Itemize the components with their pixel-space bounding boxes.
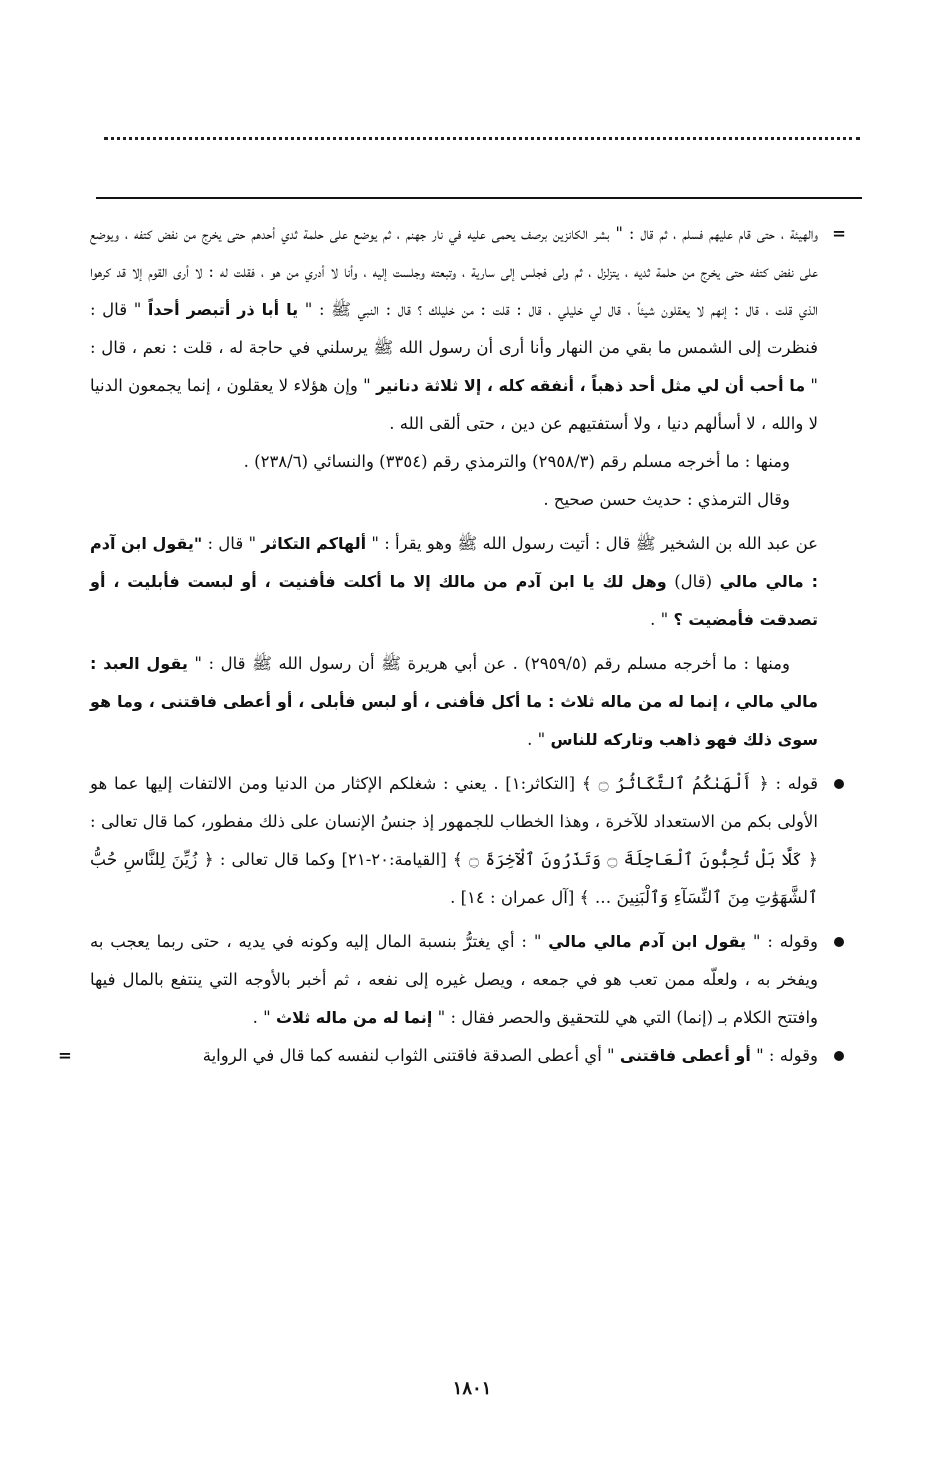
page-number: ١٨٠١	[452, 1378, 492, 1399]
text-segment: " : أي يغترُّ بنسبة المال إليه وكونه في يديه ، حتى ربما يعجب به ويفخر به ، ولعلّه ممن تعب هو في جمعه ، ويصل غيره إلى نفعه ، ثم أخبر بالأوجه التي ينتفع بالمال فيها وافتتح الكلام بـ (إنما) التي هي للتحقيق والحصر فقال : "	[90, 932, 818, 1027]
bullet-icon	[834, 779, 844, 789]
bold-quran-title: ألهاكم التكاثر	[261, 534, 367, 553]
bold-hadith-text: أو أعطى فاقتنى	[619, 1046, 751, 1065]
bold-hadith-text: يا أبا ذر أتبصر أحداً	[147, 300, 299, 319]
text-segment: وقوله : "	[752, 932, 818, 951]
text-segment: " وإن هؤلاء لا يعقلون ، إنما يجمعون الدنيا لا والله ، لا أسألهم دنيا ، ولا أستفتيهم عن دين ، حتى ألقى الله .	[90, 376, 818, 433]
bold-hadith-text: يقول ابن آدم مالي مالي	[548, 932, 746, 951]
bold-hadith-text: يقول العبد : مالي مالي ، إنما له من ماله ثلاث : ما أكل فأفنى ، أو لبس فأبلى ، أو أعطى فاقتنى ، وما هو سوى ذلك فهو ذاهب وتاركه للناس	[90, 654, 818, 749]
paragraph-hadith-abu-dharr	[90, 215, 846, 443]
text-segment: (قال)	[674, 572, 713, 591]
quran-verse: ﴿ أَلْهَىٰكُمُ ٱلتَّكَاثُرُ ۝ ﴾	[581, 774, 769, 794]
bullet-paragraph-aqtana	[58, 1037, 818, 1075]
paragraph-reference-muslim	[90, 443, 818, 481]
bold-hadith-text: ما أحب أن لي مثل أحد ذهباً ، أنفقه كله ، إلا ثلاثة دنانير	[376, 376, 806, 395]
text-segment: " أي أعطى الصدقة فاقتنى الثواب لنفسه كما قال في الرواية	[202, 1046, 615, 1065]
text-segment: وقوله : "	[756, 1046, 818, 1065]
text-segment: والهيئة ، حتى قام عليهم فسلم ، ثم قال : " بشر الكانزين برصف يحمى عليه في نار جهنم ، ثم يوضع على حلمة ثدي أحدهم حتى يخرج من نفض كتفه ، ويوضع على نفض كتفه حتى يخرج من حلمة ثديه ، يتزلزل ، ثم ولى فجلس إلى سارية ، وتبعته وجلست إليه ، وأنا لا أدري من هو ، فقلت له : لا أرى القوم إلا قد كرهوا الذي قلت ، قال : إنهم لا يعقلون شيئاً ، قال لي خليلي ، قال : قلت : من خليلك ؟ قال : النبي ﷺ : "	[90, 224, 819, 319]
quran-verse: ﴿ زُيِّنَ لِلنَّاسِ حُبُّ ٱلشَّهَوَٰتِ مِنَ ٱلنِّسَآءِ وَٱلْبَنِينَ ... ﴾	[90, 850, 818, 908]
text-segment: " قال :	[207, 534, 257, 553]
bullet-icon	[834, 937, 844, 947]
continuation-mark-start: =	[832, 224, 846, 243]
footnote-rule	[96, 197, 862, 199]
continuation-mark-end: =	[58, 1046, 72, 1065]
text-segment: [القيامة:٢٠-٢١] وكما قال تعالى :	[219, 850, 447, 869]
text-segment: [التكاثر:١] . يعني : شغلكم الإكثار من الدنيا ومن الالتفات إليها عما هو الأولى بكم من الاستعداد للآخرة ، وهذا الخطاب للجمهور إذ جنسُ الإنسان على ذلك مفطور، كما قال تعالى :	[90, 774, 818, 831]
quran-verse: ﴿ كَلَّا بَلْ تُحِبُّونَ ٱلْعَاجِلَةَ ۝ وَتَذَرُونَ ٱلْآخِرَةَ ۝ ﴾	[452, 850, 819, 870]
text-segment: [آل عمران : ١٤] .	[450, 888, 575, 907]
bullet-paragraph-mali-mali	[90, 923, 818, 1037]
text-segment: ومنها : ما أخرجه مسلم رقم (٢٩٥٩/٥) . عن أبي هريرة ﷺ أن رسول الله ﷺ قال : "	[194, 654, 790, 673]
text-segment: ومنها : ما أخرجه مسلم رقم (٢٩٥٨/٣) والترمذي رقم (٣٣٥٤) والنسائي (٢٣٨/٦) .	[243, 452, 790, 471]
text-segment: " .	[252, 1008, 271, 1027]
bold-hadith-text: إنما له من ماله ثلاث	[275, 1008, 433, 1027]
text-segment: عن عبد الله بن الشخير ﷺ قال : أتيت رسول الله ﷺ وهو يقرأ : "	[371, 534, 819, 553]
text-segment: وقال الترمذي : حديث حسن صحيح .	[543, 490, 790, 509]
text-segment: " قال : فنظرت إلى الشمس ما بقي من النهار وأنا أرى أن رسول الله ﷺ يرسلني في حاجة له ، قلت : نعم ، قال : "	[90, 300, 819, 395]
text-segment: قوله :	[775, 774, 819, 793]
dotted-divider	[104, 137, 860, 140]
paragraph-hadith-shikhkhir	[90, 525, 818, 639]
footnote-body	[58, 215, 846, 1075]
bold-hadith-text: وهل لك يا ابن آدم من مالك إلا ما أكلت فأفنيت ، أو لبست فأبليت ، أو تصدقت فأمضيت ؟	[90, 572, 818, 629]
text-segment: " .	[650, 610, 669, 629]
bullet-paragraph-takathur	[90, 765, 818, 917]
bold-hadith-text: "يقول ابن آدم : مالي مالي	[90, 534, 818, 591]
paragraph-hadith-abu-hurayra	[90, 645, 818, 759]
text-segment: " .	[527, 730, 546, 749]
paragraph-tirmidhi-grade	[90, 481, 818, 519]
bullet-icon	[834, 1051, 844, 1061]
